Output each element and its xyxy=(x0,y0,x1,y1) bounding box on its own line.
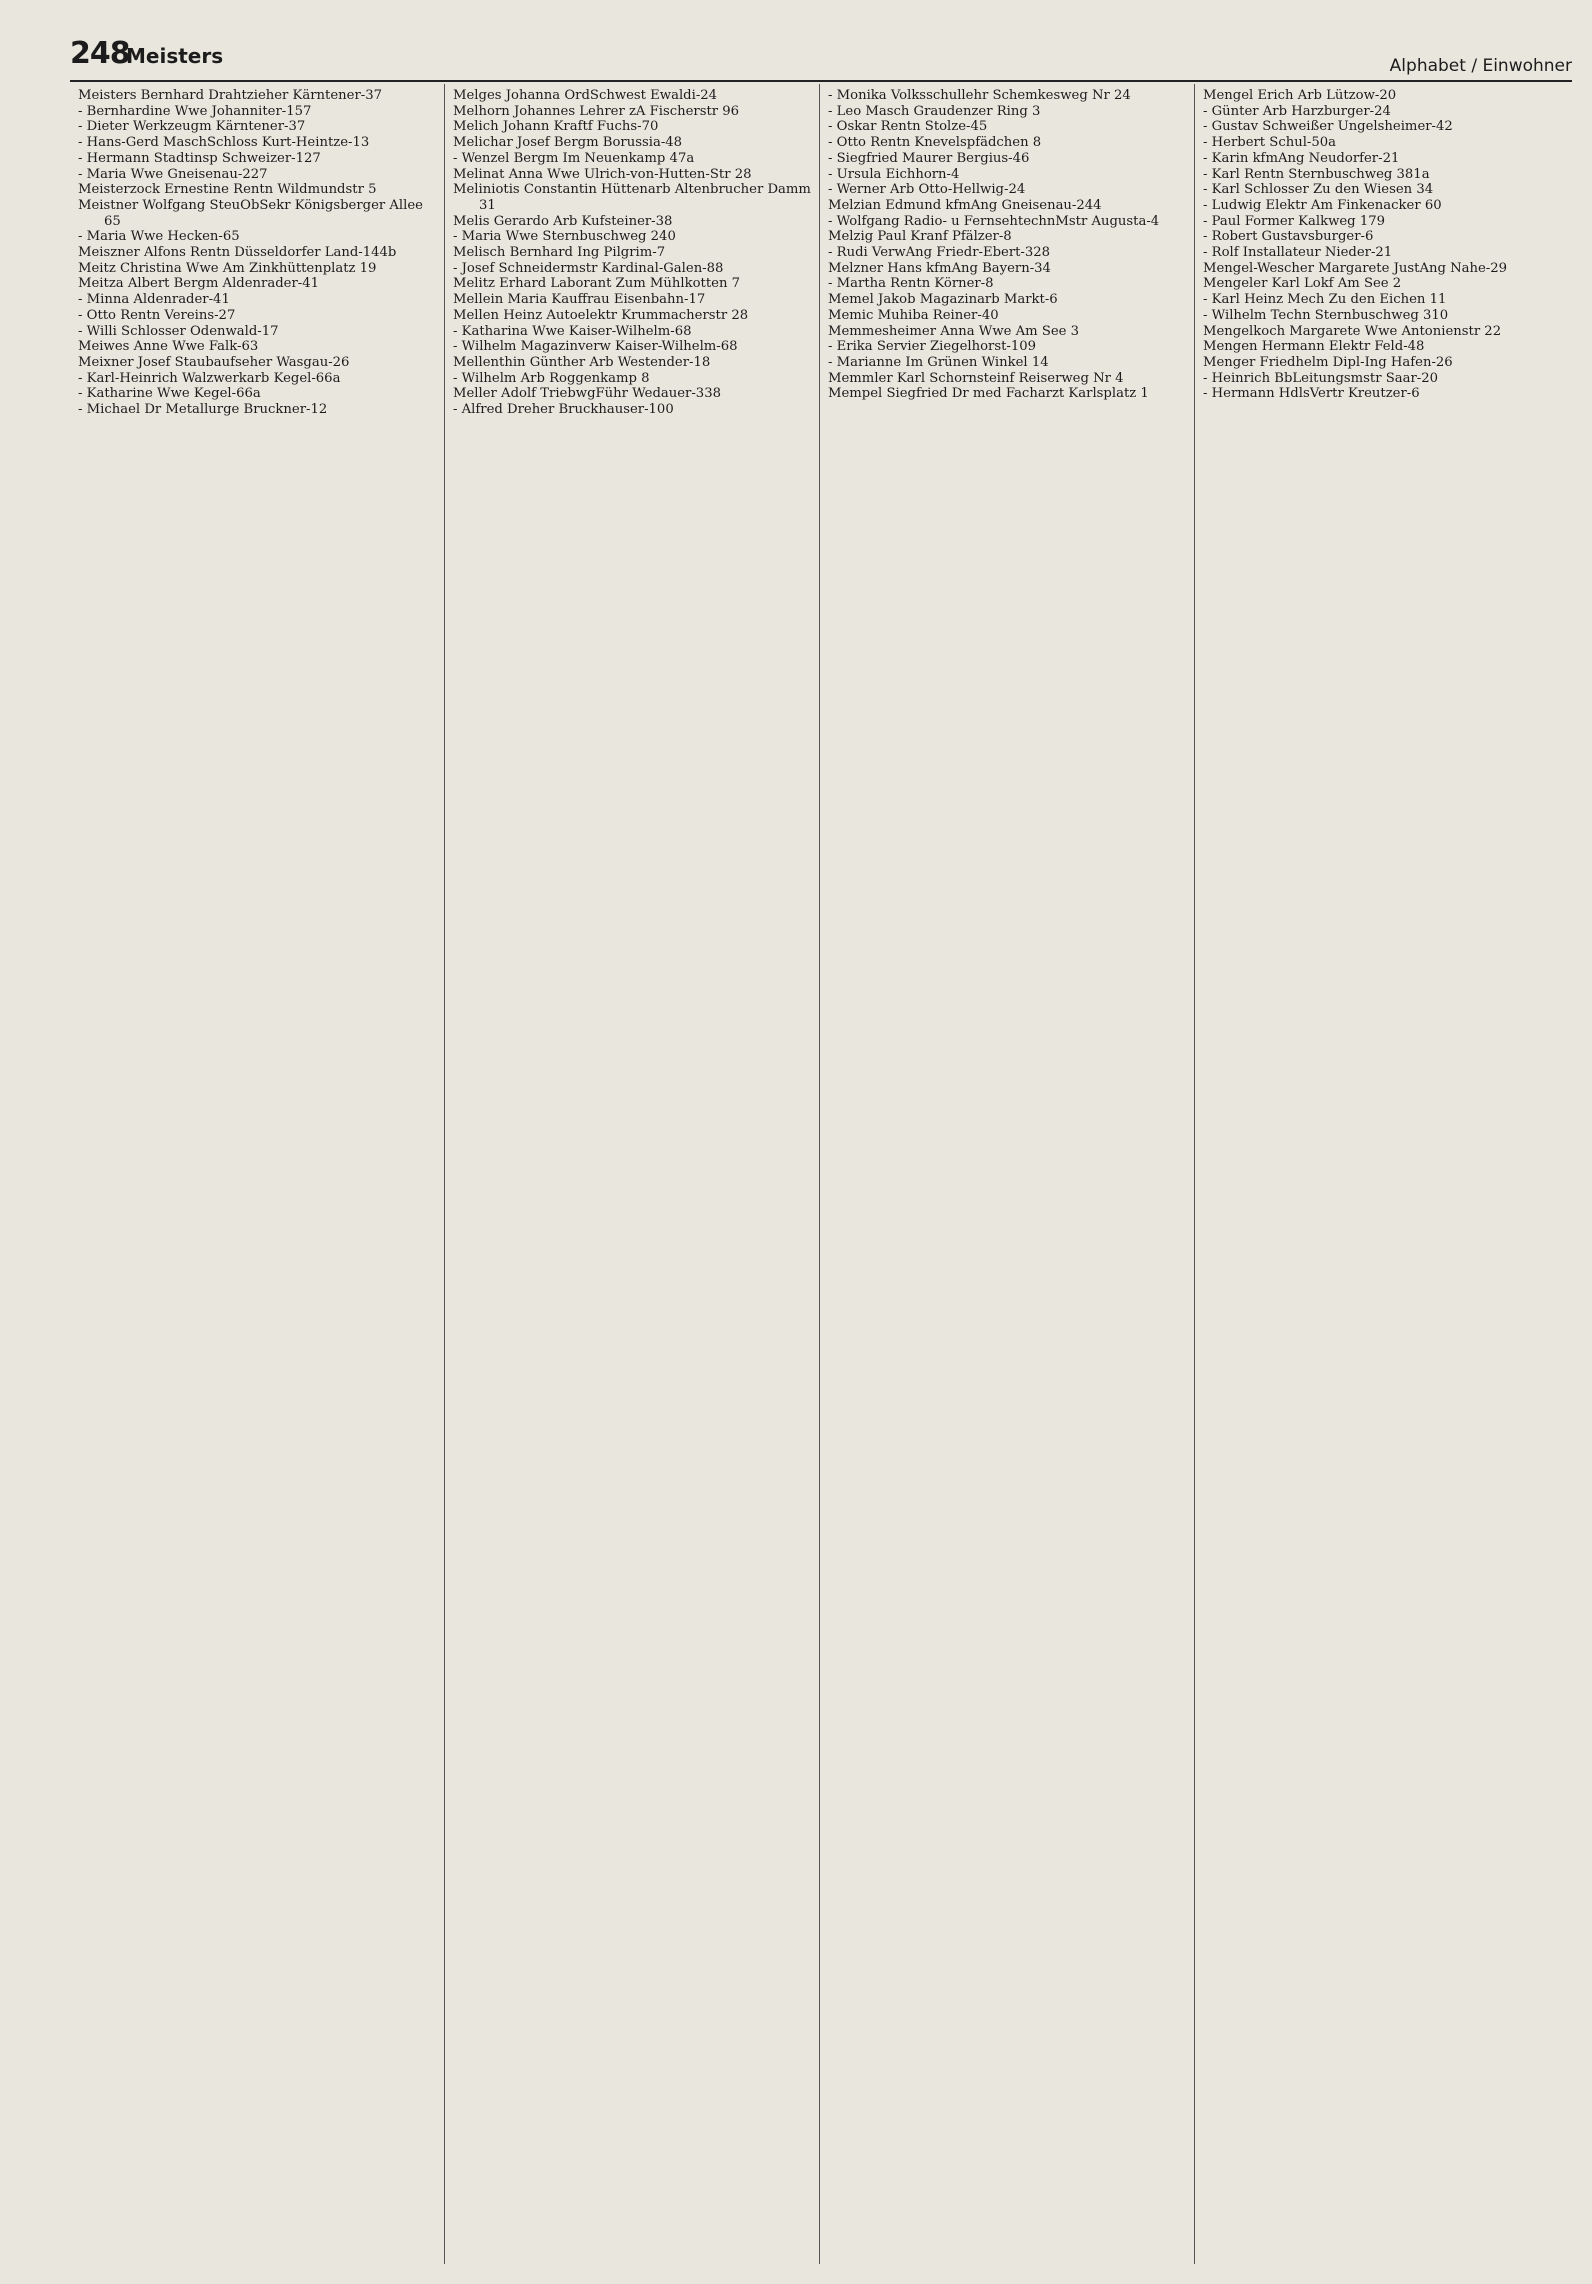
directory-entry: Melzig Paul Kranf Pfälzer-8 xyxy=(828,229,1012,245)
directory-entry: Melzian Edmund kfmAng Gneisenau-244 xyxy=(828,197,1102,213)
directory-entry: Melinat Anna Wwe Ulrich-von-Hutten-Str 28 xyxy=(453,166,752,182)
directory-entry: Memic Muhiba Reiner-40 xyxy=(828,307,999,323)
directory-entry: Mengeler Karl Lokf Am See 2 xyxy=(1203,276,1402,292)
directory-entry: - Karl Heinz Mech Zu den Eichen 11 xyxy=(1203,292,1447,308)
directory-entry: - Rudi VerwAng Friedr-Ebert-328 xyxy=(828,245,1051,261)
page-header xyxy=(70,36,1572,82)
page-number: 248 xyxy=(70,36,130,71)
directory-entry: Mengelkoch Margarete Wwe Antonienstr 22 xyxy=(1203,323,1502,339)
directory-entry: - Wilhelm Magazinverw Kaiser-Wilhelm-68 xyxy=(453,339,738,355)
directory-entry: - Paul Former Kalkweg 179 xyxy=(1203,213,1385,229)
directory-entry: - Otto Rentn Vereins-27 xyxy=(78,307,236,323)
directory-column xyxy=(70,84,445,2264)
directory-entry: - Erika Servier Ziegelhorst-109 xyxy=(828,339,1037,355)
directory-entry: - Hermann HdlsVertr Kreutzer-6 xyxy=(1203,386,1420,402)
directory-entry: Melitz Erhard Laborant Zum Mühlkotten 7 xyxy=(453,276,741,292)
directory-entry: - Karl Schlosser Zu den Wiesen 34 xyxy=(1203,182,1434,198)
directory-entry: - Wilhelm Arb Roggenkamp 8 xyxy=(453,370,650,386)
directory-entry: - Alfred Dreher Bruckhauser-100 xyxy=(453,402,674,418)
directory-entry: Mempel Siegfried Dr med Facharzt Karlsplatz 1 xyxy=(828,386,1149,402)
directory-entry: - Maria Wwe Gneisenau-227 xyxy=(78,166,268,182)
directory-entry: - Hermann Stadtinsp Schweizer-127 xyxy=(78,150,321,166)
directory-entry: Meliniotis Constantin Hüttenarb Altenbrucher Damm 31 xyxy=(453,182,811,213)
directory-entry: - Katharine Wwe Kegel-66a xyxy=(78,386,261,402)
directory-entry: - Josef Schneidermstr Kardinal-Galen-88 xyxy=(453,260,724,276)
directory-entry: Meitza Albert Bergm Aldenrader-41 xyxy=(78,276,319,292)
directory-entry: - Robert Gustavsburger-6 xyxy=(1203,229,1374,245)
directory-entry: - Karin kfmAng Neudorfer-21 xyxy=(1203,150,1400,166)
directory-entry: Melisch Bernhard Ing Pilgrim-7 xyxy=(453,245,666,261)
directory-entry: - Gustav Schweißer Ungelsheimer-42 xyxy=(1203,119,1453,135)
directory-entry: Meixner Josef Staubaufseher Wasgau-26 xyxy=(78,354,350,370)
directory-entry: Melichar Josef Bergm Borussia-48 xyxy=(453,135,683,151)
directory-entry: - Otto Rentn Knevelspfädchen 8 xyxy=(828,135,1042,151)
directory-columns xyxy=(70,84,1570,2264)
directory-entry: - Bernhardine Wwe Johanniter-157 xyxy=(78,103,312,119)
directory-entry: Meitz Christina Wwe Am Zinkhüttenplatz 19 xyxy=(78,260,377,276)
directory-entry: - Dieter Werkzeugm Kärntener-37 xyxy=(78,119,306,135)
directory-entry: - Maria Wwe Sternbuschweg 240 xyxy=(453,229,676,245)
directory-entry: - Herbert Schul-50a xyxy=(1203,135,1337,151)
directory-entry: Mellen Heinz Autoelektr Krummacherstr 28 xyxy=(453,307,749,323)
directory-entry: Meistner Wolfgang SteuObSekr Königsberger Allee 65 xyxy=(78,197,423,229)
directory-entry: Meiszner Alfons Rentn Düsseldorfer Land-144b xyxy=(78,245,397,261)
directory-entry: - Katharina Wwe Kaiser-Wilhelm-68 xyxy=(453,323,692,339)
directory-entry: Meiwes Anne Wwe Falk-63 xyxy=(78,339,259,355)
directory-entry: Memmler Karl Schornsteinf Reiserweg Nr 4 xyxy=(828,370,1124,386)
directory-entry: Mengel-Wescher Margarete JustAng Nahe-29 xyxy=(1203,260,1508,276)
directory-entry: Mellenthin Günther Arb Westender-18 xyxy=(453,354,711,370)
directory-entry: Melich Johann Kraftf Fuchs-70 xyxy=(453,119,659,135)
directory-entry: - Michael Dr Metallurge Bruckner-12 xyxy=(78,402,328,418)
directory-entry: - Ursula Eichhorn-4 xyxy=(828,166,960,182)
directory-entry: Melges Johanna OrdSchwest Ewaldi-24 xyxy=(453,88,718,103)
directory-entry: - Karl-Heinrich Walzwerkarb Kegel-66a xyxy=(78,370,341,386)
directory-column xyxy=(445,84,820,2264)
directory-entry: - Wenzel Bergm Im Neuenkamp 47a xyxy=(453,150,695,166)
directory-entry: Meller Adolf TriebwgFühr Wedauer-338 xyxy=(453,386,721,402)
directory-entry: Meisters Bernhard Drahtzieher Kärntener-37 xyxy=(78,88,382,103)
directory-column xyxy=(1195,84,1570,2264)
directory-entry: Menger Friedhelm Dipl-Ing Hafen-26 xyxy=(1203,354,1453,370)
directory-entry: - Werner Arb Otto-Hellwig-24 xyxy=(828,182,1026,198)
section-title: Alphabet / Einwohner xyxy=(1389,56,1572,76)
directory-entry: - Leo Masch Graudenzer Ring 3 xyxy=(828,103,1041,119)
directory-entry: - Marianne Im Grünen Winkel 14 xyxy=(828,354,1049,370)
directory-entry: Mellein Maria Kauffrau Eisenbahn-17 xyxy=(453,292,706,308)
directory-entry: Mengen Hermann Elektr Feld-48 xyxy=(1203,339,1425,355)
running-head: Meisters xyxy=(126,44,224,68)
directory-entry: - Siegfried Maurer Bergius-46 xyxy=(828,150,1030,166)
directory-entry: - Minna Aldenrader-41 xyxy=(78,292,230,308)
directory-entry: - Rolf Installateur Nieder-21 xyxy=(1203,245,1393,261)
directory-entry: - Günter Arb Harzburger-24 xyxy=(1203,103,1391,119)
directory-entry: - Monika Volksschullehr Schemkesweg Nr 24 xyxy=(828,88,1131,103)
directory-entry: - Maria Wwe Hecken-65 xyxy=(78,229,240,245)
directory-entry: - Hans-Gerd MaschSchloss Kurt-Heintze-13 xyxy=(78,135,370,151)
directory-entry: - Heinrich BbLeitungsmstr Saar-20 xyxy=(1203,370,1439,386)
directory-entry: - Karl Rentn Sternbuschweg 381a xyxy=(1203,166,1430,182)
directory-entry: - Martha Rentn Körner-8 xyxy=(828,276,994,292)
directory-entry: Memel Jakob Magazinarb Markt-6 xyxy=(828,292,1058,308)
directory-entry: - Ludwig Elektr Am Finkenacker 60 xyxy=(1203,197,1442,213)
directory-entry: Melhorn Johannes Lehrer zA Fischerstr 96 xyxy=(453,103,740,119)
directory-column xyxy=(820,84,1195,2264)
directory-entry: Memmesheimer Anna Wwe Am See 3 xyxy=(828,323,1080,339)
directory-entry: Melis Gerardo Arb Kufsteiner-38 xyxy=(453,213,673,229)
directory-entry: - Wilhelm Techn Sternbuschweg 310 xyxy=(1203,307,1449,323)
directory-entry: Melzner Hans kfmAng Bayern-34 xyxy=(828,260,1051,276)
directory-entry: Meisterzock Ernestine Rentn Wildmundstr 5 xyxy=(78,182,377,198)
directory-entry: Mengel Erich Arb Lützow-20 xyxy=(1203,88,1397,103)
directory-entry: - Wolfgang Radio- u FernsehtechnMstr Augusta-4 xyxy=(828,213,1160,229)
directory-entry: - Willi Schlosser Odenwald-17 xyxy=(78,323,279,339)
directory-entry: - Oskar Rentn Stolze-45 xyxy=(828,119,988,135)
